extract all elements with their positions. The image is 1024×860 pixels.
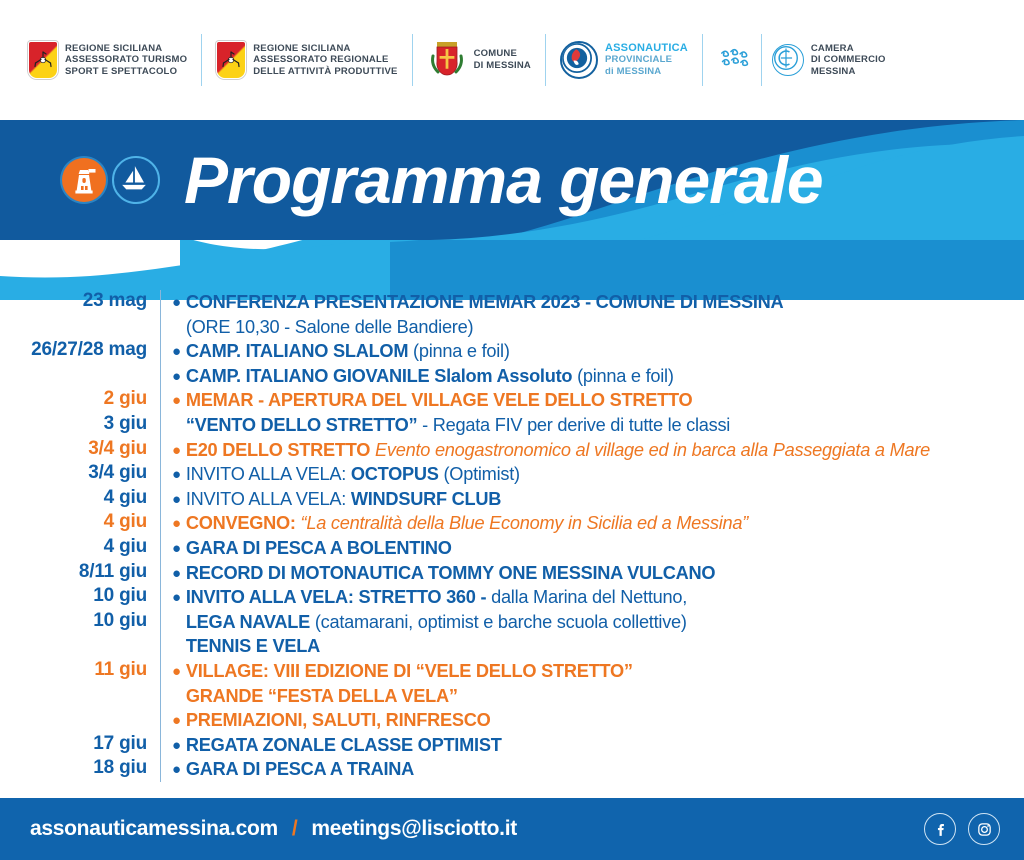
bullet-icon: ● xyxy=(172,761,181,779)
program-text-part: “VENTO DELLO STRETTO” xyxy=(185,414,418,435)
email-link[interactable]: meetings@lisciotto.it xyxy=(311,817,517,840)
program-row-date: 2 giu xyxy=(103,388,147,410)
lighthouse-svg xyxy=(62,158,106,202)
program-row-date: 17 giu xyxy=(93,732,147,754)
program-text-part: (pinna e foil) xyxy=(577,365,674,386)
program-text-part: RECORD DI MOTONAUTICA TOMMY ONE MESSINA VULCANO xyxy=(185,562,716,583)
sailboat-svg xyxy=(114,158,154,198)
trinacria-icon xyxy=(221,50,241,70)
program-row-date: 4 giu xyxy=(103,511,147,533)
logo-line: DI MESSINA xyxy=(473,60,531,71)
program-text-part: OCTOPUS xyxy=(350,464,444,485)
logo-line: PROVINCIALE xyxy=(605,54,673,66)
bullet-icon: ● xyxy=(172,466,181,484)
sailboat-icon xyxy=(112,156,160,204)
program-row xyxy=(0,339,1024,364)
program-text-part: PREMIAZIONI, SALUTI, RINFRESCO xyxy=(185,710,491,731)
program-row-date: 4 giu xyxy=(103,535,147,557)
footer-bar xyxy=(0,798,1024,860)
program-row-description xyxy=(160,757,1024,782)
bullet-icon: ● xyxy=(172,490,181,508)
logo-divider xyxy=(412,34,413,86)
logo-line: ASSESSORATO TURISMO xyxy=(65,54,188,66)
bullet-icon: ● xyxy=(172,515,181,533)
program-row-description xyxy=(160,339,1024,364)
logo-line: ASSONAUTICA xyxy=(605,41,688,54)
program-text-part: INVITO ALLA VELA: STRETTO 360 - xyxy=(185,587,492,608)
program-row-date: 18 giu xyxy=(93,757,147,779)
logo-regione-siciliana-turismo xyxy=(28,29,187,91)
program-row-description xyxy=(160,585,1024,610)
logo-divider xyxy=(201,34,202,86)
program-row xyxy=(0,290,1024,315)
program-row-description xyxy=(160,438,1024,463)
program-text-part: MEMAR - APERTURA DEL VILLAGE VELE DELLO STRETTO xyxy=(185,390,693,411)
bullet-icon: ● xyxy=(172,662,181,680)
logo-regione-siciliana-attivita xyxy=(216,29,397,91)
program-row-date: 8/11 giu xyxy=(78,560,147,582)
website-link[interactable]: assonauticamessina.com xyxy=(30,817,278,840)
sicilian-shield-icon xyxy=(216,41,246,79)
logo-divider xyxy=(545,34,546,86)
logo-line: DI COMMERCIO xyxy=(810,54,886,66)
program-row xyxy=(0,413,1024,438)
program-row-date: 11 giu xyxy=(94,658,147,680)
logo-comune-di-messina-text xyxy=(474,48,531,71)
bullet-icon: ● xyxy=(172,294,181,311)
program-text-part: Evento enogastronomico al village ed in barca alla Passeggiata a Mare xyxy=(375,439,931,460)
comune-crest-icon xyxy=(427,40,467,80)
logo-line: CAMERA xyxy=(810,42,854,54)
program-text-part: CONFERENZA PRESENTAZIONE MEMAR 2023 - COMUNE DI MESSINA xyxy=(185,292,784,312)
lighthouse-icon xyxy=(62,158,106,202)
program-row-description xyxy=(160,364,1024,389)
instagram-glyph xyxy=(976,821,993,838)
logo-line: REGIONE SICILIANA xyxy=(253,42,351,54)
program-text-part: CONVEGNO: xyxy=(185,513,301,534)
logo-regione-siciliana-turismo-text xyxy=(65,43,187,78)
program-row xyxy=(0,585,1024,610)
program-row-date: 3 giu xyxy=(103,412,147,434)
program-text-part: TENNIS E VELA xyxy=(185,636,320,657)
program-text-part: (pinna e foil) xyxy=(413,341,510,362)
logo-line: di MESSINA xyxy=(605,65,662,77)
program-text-part: GRANDE “FESTA DELLA VELA” xyxy=(185,685,458,706)
program-row xyxy=(0,757,1024,782)
program-row-date: 10 giu xyxy=(93,585,147,607)
logo-assonautica-text xyxy=(605,43,688,78)
program-row-description xyxy=(160,733,1024,758)
program-list xyxy=(0,290,1024,782)
assonautica-roundel-icon xyxy=(560,41,598,79)
logo-comune-di-messina xyxy=(427,29,531,91)
program-row-description xyxy=(160,708,1024,733)
bullet-icon: ● xyxy=(172,712,181,730)
program-row-description xyxy=(160,487,1024,512)
program-text-part: CAMP. ITALIANO GIOVANILE Slalom Assoluto xyxy=(185,365,578,386)
footer-separator: / xyxy=(291,817,298,840)
program-row xyxy=(0,561,1024,586)
program-text-part: - Regata FIV per derive di tutte le classi xyxy=(417,414,731,435)
facebook-icon[interactable] xyxy=(924,813,956,845)
program-row xyxy=(0,659,1024,684)
program-text-part: E20 DELLO STRETTO xyxy=(185,439,376,460)
bullet-icon: ● xyxy=(172,441,181,459)
program-row xyxy=(0,684,1024,709)
bullet-icon: ● xyxy=(172,367,181,385)
social-links xyxy=(924,813,1000,845)
program-text-part: GARA DI PESCA A TRAINA xyxy=(185,759,415,780)
program-row xyxy=(0,610,1024,635)
program-text-part: LEGA NAVALE xyxy=(185,611,315,632)
logo-camera-di-commercio xyxy=(717,29,886,91)
program-text-part: (Optimist) xyxy=(443,464,520,485)
program-row xyxy=(0,388,1024,413)
logo-line: MESSINA xyxy=(810,65,856,77)
comune-crest-svg xyxy=(427,40,467,80)
program-row xyxy=(0,634,1024,659)
camera-swirl-icon xyxy=(717,47,751,73)
logo-camera-di-commercio-text xyxy=(811,43,886,78)
program-text-part: INVITO ALLA VELA: xyxy=(185,488,351,509)
bullet-icon: ● xyxy=(172,736,181,754)
camera-commercio-icon xyxy=(772,44,804,76)
program-row-description xyxy=(160,388,1024,413)
program-row-description xyxy=(160,290,1024,315)
program-row-description xyxy=(160,511,1024,536)
logo-assonautica xyxy=(560,29,688,91)
program-row-description xyxy=(160,536,1024,561)
program-text-part: “La centralità della Blue Economy in Sicilia ed a Messina” xyxy=(300,513,749,534)
sicilian-shield-icon xyxy=(28,41,58,79)
instagram-icon[interactable] xyxy=(968,813,1000,845)
program-row xyxy=(0,487,1024,512)
bullet-icon: ● xyxy=(172,392,181,410)
program-row-date: 23 mag xyxy=(82,290,147,311)
program-text-part: REGATA ZONALE CLASSE OPTIMIST xyxy=(185,734,502,755)
program-text-part: dalla Marina del Nettuno, xyxy=(491,587,688,608)
program-row-description xyxy=(160,634,1024,659)
logo-divider xyxy=(702,34,703,86)
program-row xyxy=(0,462,1024,487)
logo-line: COMUNE xyxy=(473,48,517,60)
bullet-icon: ● xyxy=(172,564,181,582)
program-row-description xyxy=(160,684,1024,709)
program-row-description xyxy=(160,659,1024,684)
program-row xyxy=(0,536,1024,561)
logo-regione-siciliana-attivita-text xyxy=(253,43,397,78)
program-text-part: (catamarani, optimist e barche scuola collettive) xyxy=(314,611,687,632)
program-row-description xyxy=(160,413,1024,438)
program-text-part: WINDSURF CLUB xyxy=(350,488,502,509)
bullet-icon: ● xyxy=(172,539,181,557)
bullet-icon: ● xyxy=(172,343,181,361)
program-row-date: 26/27/28 mag xyxy=(31,339,147,361)
program-text-part: VILLAGE: VIII EDIZIONE DI “VELE DELLO STRETTO” xyxy=(185,660,633,681)
logo-line: DELLE ATTIVITÀ PRODUTTIVE xyxy=(253,65,398,77)
trinacria-icon xyxy=(33,50,53,70)
program-row-description xyxy=(160,462,1024,487)
program-row-date: 3/4 giu xyxy=(88,462,147,484)
footer-links xyxy=(30,817,517,841)
program-row-description xyxy=(160,561,1024,586)
program-row xyxy=(0,364,1024,389)
logo-line: ASSESSORATO REGIONALE xyxy=(253,54,389,66)
facebook-glyph xyxy=(932,821,949,838)
program-text-part: (ORE 10,30 - Salone delle Bandiere) xyxy=(185,316,474,337)
program-row-description xyxy=(160,610,1024,635)
logo-line: SPORT E SPETTACOLO xyxy=(65,65,178,77)
program-row-description xyxy=(160,315,1024,340)
program-text-part: GARA DI PESCA A BOLENTINO xyxy=(185,537,452,558)
sponsor-logo-strip xyxy=(0,0,1024,120)
program-row-date: 3/4 giu xyxy=(88,437,147,459)
assonautica-roundel-svg xyxy=(562,43,592,73)
program-row xyxy=(0,438,1024,463)
program-text-part: INVITO ALLA VELA: xyxy=(185,464,351,485)
camera-commercio-svg xyxy=(773,45,799,71)
program-text-part: CAMP. ITALIANO SLALOM xyxy=(185,341,414,362)
program-row-date: 4 giu xyxy=(103,486,147,508)
program-row xyxy=(0,511,1024,536)
logo-line: REGIONE SICILIANA xyxy=(65,42,163,54)
program-row xyxy=(0,315,1024,340)
title-row xyxy=(0,120,1024,240)
program-row-date: 10 giu xyxy=(93,609,147,631)
program-row xyxy=(0,708,1024,733)
page-title: Programma generale xyxy=(184,143,823,217)
bullet-icon: ● xyxy=(172,589,181,607)
program-row xyxy=(0,733,1024,758)
